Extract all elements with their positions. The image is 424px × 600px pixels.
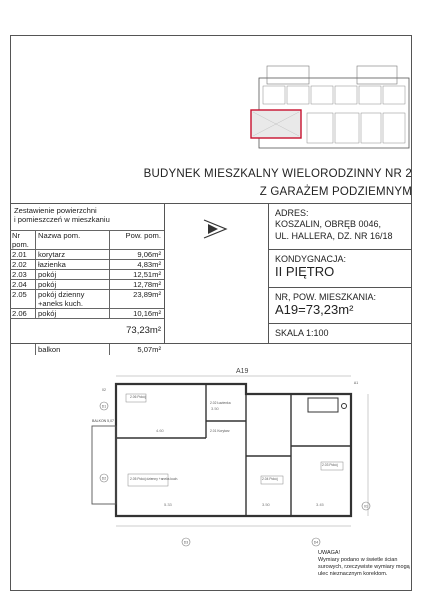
room-area-table [10,203,164,355]
svg-text:3.50: 3.50 [262,502,270,507]
divider [268,287,412,288]
building-subtitle: Z GARAŻEM PODZIEMNYM [259,186,412,198]
room-number: 2.06 [10,309,36,318]
axis-tag: 01 [364,504,368,509]
divider [164,203,165,343]
room-number: 2.04 [10,280,36,289]
room-tag: 2.01 Korytarz [210,429,230,433]
room-name: łazienka [36,260,110,269]
axis-tag: D4 [313,540,319,545]
north-arrow-icon [200,216,230,242]
table-heading: Zestawienie powierzchni [14,206,97,215]
table-row [10,279,164,289]
axis-tag: D3 [183,540,189,545]
floor-plan [86,366,386,550]
note-heading: UWAGA! [318,550,341,556]
column-header: Nr pom. [10,231,36,249]
svg-text:4.60: 4.60 [156,428,164,433]
scale-label: SKALA 1:100 [275,328,329,338]
room-area: 12,78m² [133,280,161,289]
room-number: 2.01 [10,250,36,259]
room-tag: 2.06 Pokój [130,395,146,399]
balcony-area: 5,07m² [137,345,161,354]
building-title: BUDYNEK MIESZKALNY WIELORODZINNY NR 2 [143,168,412,180]
divider [268,249,412,250]
column-header: Nazwa pom. [36,231,110,249]
room-tag: 2.02 Łazienka [210,401,231,405]
room-tag: 2.04 Pokój [262,477,278,481]
room-name: korytarz [36,250,110,259]
plan-unit-tag: A19 [236,368,249,375]
balcony-label: balkon [36,344,110,355]
note-box [318,550,412,578]
address-line1: KOSZALIN, OBRĘB 0046, [275,219,382,229]
address-label: ADRES: [275,208,309,218]
table-row [10,259,164,269]
axis-tag: 02 [102,388,106,392]
apartment-label: NR, POW. MIESZKANIA: [275,292,377,302]
axis-tag: D1 [101,404,107,409]
floor-value: II PIĘTRO [275,264,335,279]
room-tag: 2.05 Pokój dzienny +aneks kuch. [130,477,179,481]
key-plan [247,58,417,158]
room-number: 2.05 [10,290,36,308]
apartment-value: A19=73,23m² [275,302,354,317]
plan-balcony-tag: BALKON 5,07 [92,419,114,423]
balcony-row [10,343,164,355]
svg-text:3.50: 3.50 [211,406,219,411]
room-area: 10,16m² [133,309,161,318]
address-line2: UL. HALLERA, DZ. NR 16/18 [275,231,393,241]
table-row [10,308,164,318]
total-area: 73,23m² [10,318,164,343]
floor-label: KONDYGNACJA: [275,254,347,264]
room-name-line1: pokój dzienny [38,290,85,299]
axis-tag: D2 [101,476,107,481]
svg-text:3.45: 3.45 [316,502,324,507]
room-tag: 2.03 Pokój [322,463,338,467]
room-number: 2.02 [10,260,36,269]
room-name-line2: +aneks kuch. [38,299,83,308]
room-area: 9,06m² [137,250,161,259]
room-area: 12,51m² [133,270,161,279]
room-name: pokój [36,270,110,279]
table-heading-2: i pomieszczeń w mieszkaniu [14,215,110,224]
room-name: pokój [36,309,110,318]
axis-tag: A1 [353,381,359,385]
room-area: 23,89m² [133,290,161,299]
svg-text:5.33: 5.33 [164,502,172,507]
note-text: Wymiary podano w świetle ścian surowych, rzeczywiste wymiary mogą ulec nieznacznym korektom. [318,557,410,577]
room-name [36,290,110,308]
divider [10,343,412,344]
column-header: Pow. pom. [125,231,161,240]
room-name: pokój [36,280,110,289]
table-row [10,249,164,259]
balcony [92,426,116,504]
table-row [10,269,164,279]
table-row [10,289,164,308]
table-header-row [10,230,164,249]
divider [268,323,412,324]
room-number: 2.03 [10,270,36,279]
empty-cell [10,344,36,355]
room-area: 4,83m² [137,260,161,269]
divider [268,203,269,343]
